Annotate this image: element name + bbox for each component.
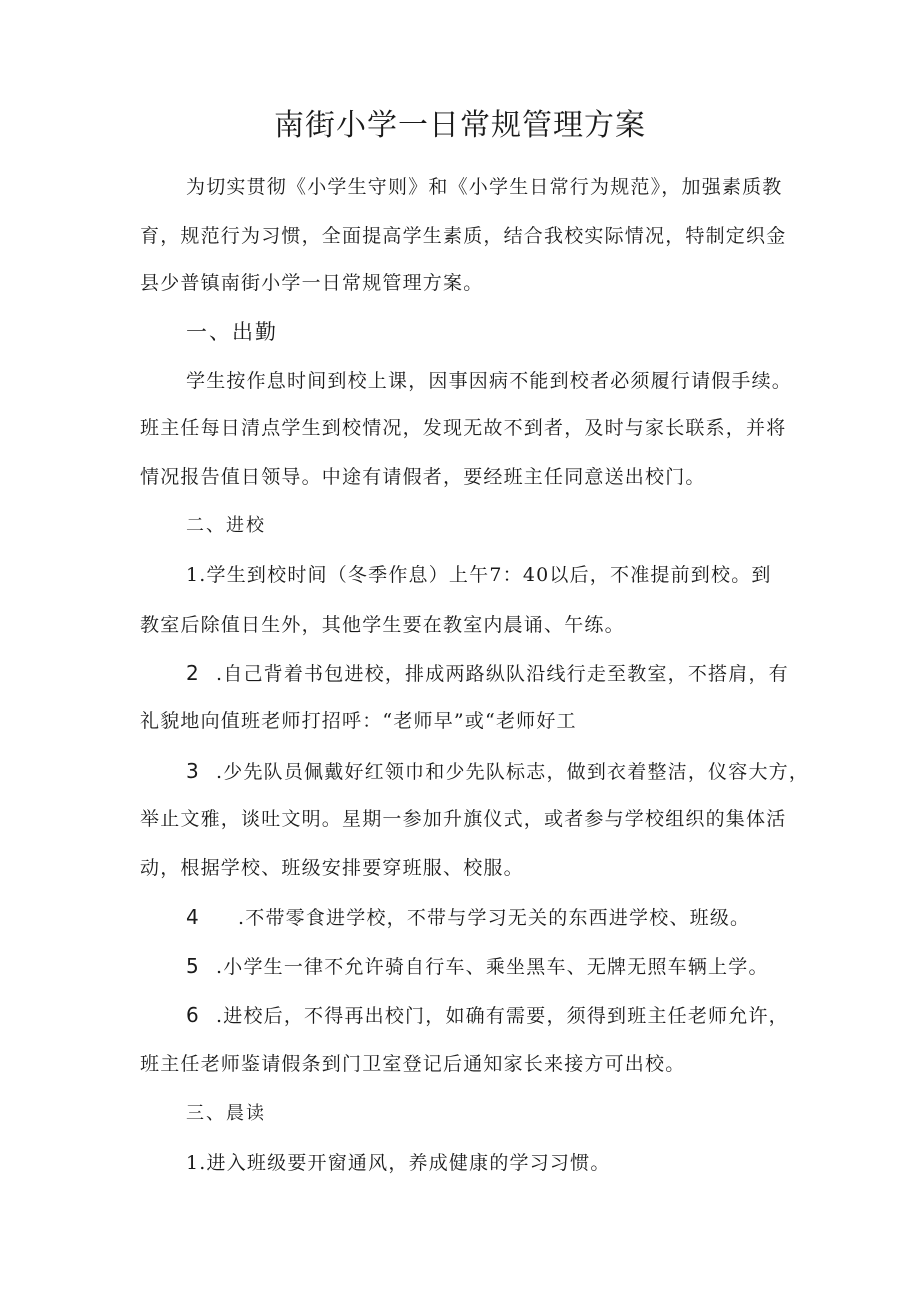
entering-item-2-line-1 (186, 658, 789, 689)
item-text: .进校后，不得再出校门，如确有需要，须得到班主任老师允许， (216, 1005, 789, 1027)
item-number: 3 (186, 759, 200, 783)
attendance-line-1: 学生按作息时间到校上课，因事因病不能到校者必须履行请假手续。 (186, 370, 793, 392)
entering-item-6-line-1 (186, 1000, 789, 1031)
morning-reading-item-1: 1.进入班级要开窗通风，养成健康的学习习惯。 (186, 1152, 611, 1174)
item-number: 5 (186, 954, 200, 978)
intro-line-3: 县少普镇南街小学一日常规管理方案。 (140, 272, 484, 294)
entering-item-5 (186, 951, 769, 982)
section-heading-morning-reading: 三、晨读 (186, 1103, 266, 1124)
entering-item-2-line-2: 礼貌地向值班老师打招呼：“老师早”或“老师好工 (140, 710, 577, 732)
item-text: .不带零食进学校，不带与学习无关的东西进学校、班级。 (238, 907, 751, 929)
entering-item-3-line-3: 动，根据学校、班级安排要穿班服、校服。 (140, 857, 524, 879)
item-number: 6 (186, 1003, 200, 1027)
item-number: 2 (186, 661, 200, 685)
entering-item-4 (186, 902, 750, 933)
section-heading-attendance: 一、出勤 (186, 320, 278, 344)
item-number: 4 (186, 905, 200, 929)
entering-item-1-line-1: 1.学生到校时间（冬季作息）上午7：40以后，不准提前到校。到 (186, 564, 772, 586)
entering-item-1-line-2: 教室后除值日生外，其他学生要在教室内晨诵、午练。 (140, 614, 625, 636)
intro-line-2: 育，规范行为习惯，全面提高学生素质，结合我校实际情况，特制定织金 (140, 225, 787, 247)
item-text: .小学生一律不允许骑自行车、乘坐黑车、无牌无照车辆上学。 (216, 956, 769, 978)
intro-line-1: 为切实贯彻《小学生守则》和《小学生日常行为规范》，加强素质教 (186, 176, 783, 198)
entering-item-6-line-2: 班主任老师鉴请假条到门卫室登记后通知家长来接方可出校。 (140, 1053, 686, 1075)
section-heading-entering-school: 二、进校 (186, 515, 266, 536)
entering-item-3-line-1 (186, 756, 809, 787)
document-title: 南街小学一日常规管理方案 (274, 108, 646, 143)
entering-item-3-line-2: 举止文雅，谈吐文明。星期一参加升旗仪式，或者参与学校组织的集体活 (140, 808, 787, 830)
item-text: .少先队员佩戴好红领巾和少先队标志，做到衣着整洁，仪容大方， (216, 761, 810, 783)
item-text: .自己背着书包进校，排成两路纵队沿线行走至教室，不搭肩，有 (216, 663, 789, 685)
attendance-line-2: 班主任每日清点学生到校情况，发现无故不到者，及时与家长联系，并将 (140, 417, 787, 439)
attendance-line-3: 情况报告值日领导。中途有请假者，要经班主任同意送出校门。 (140, 466, 706, 488)
